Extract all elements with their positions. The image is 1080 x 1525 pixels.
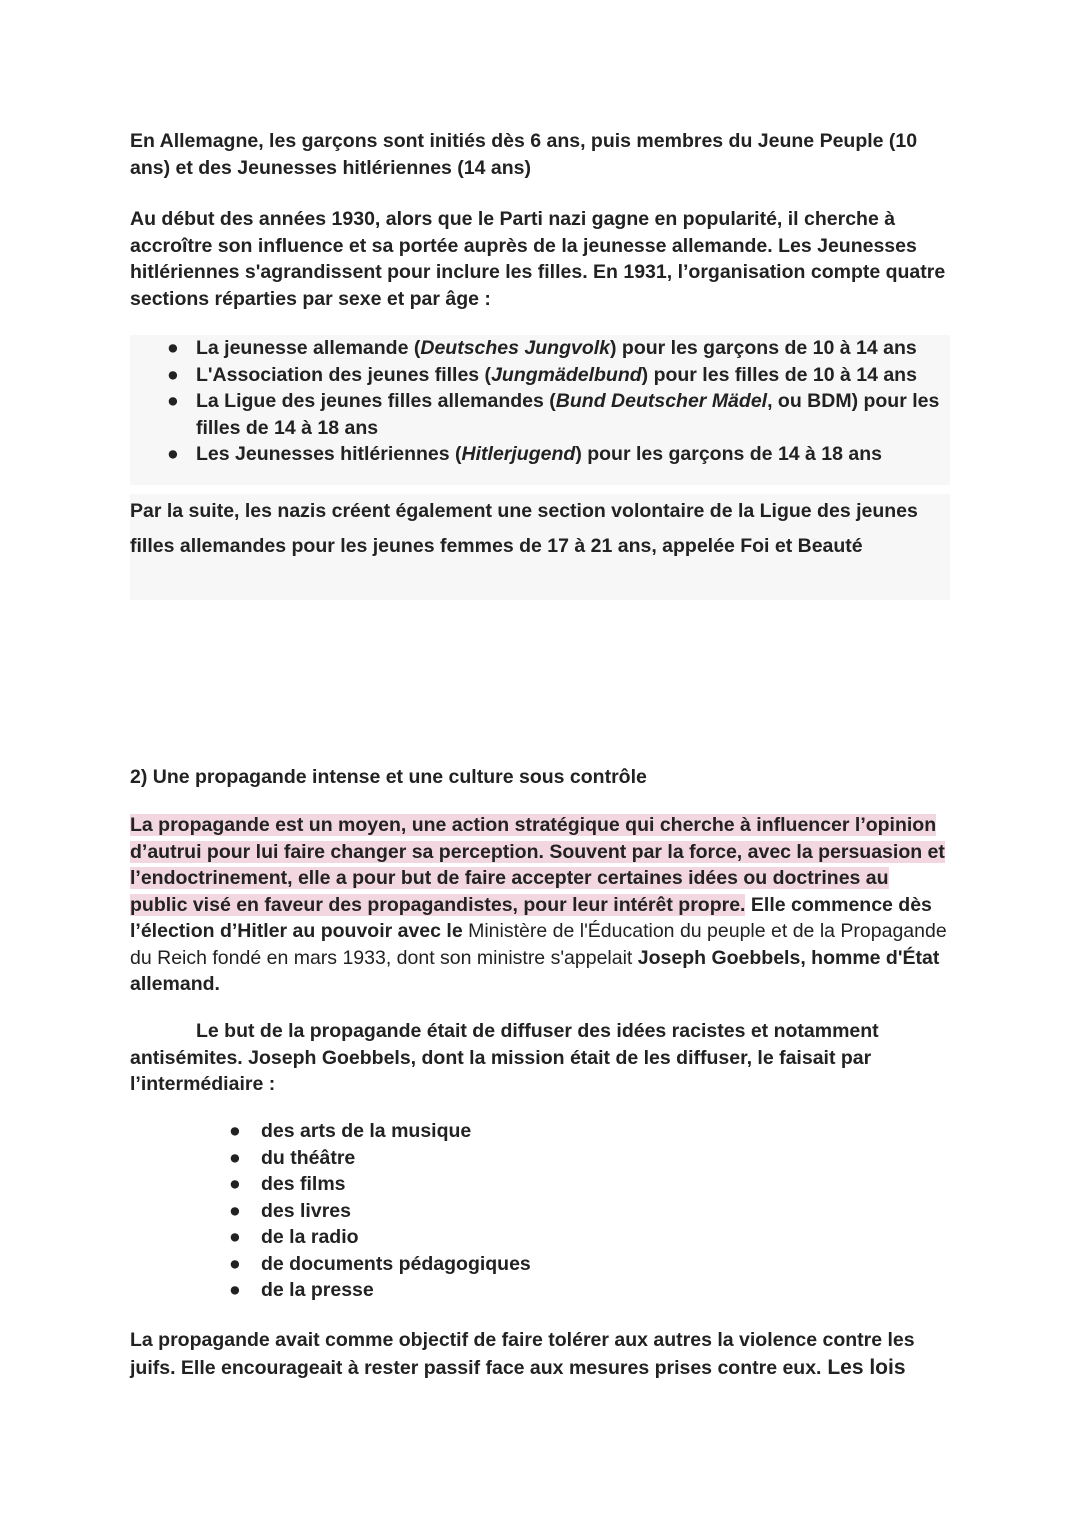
bullet-icon: ● [229,1199,241,1222]
bullet-icon: ● [229,1279,241,1301]
intro-paragraph: En Allemagne, les garçons sont initiés dès 6 ans, puis membres du Jeune Peuple (10 ans) et des Jeunesses hitlériennes (14 ans) [130,130,918,179]
bullet-icon: ● [229,1173,241,1195]
list-item: ● des arts de la musique [130,1118,950,1145]
foi-et-beaute-box [130,494,950,600]
section-heading: 2) Une propagande intense et une culture sous contrôle [130,766,647,788]
list-item: ● La Ligue des jeunes filles allemandes (Bund Deutscher Mädel, ou BDM) pour les filles de 14 à 18 ans [167,390,940,439]
bullet-icon: ● [229,1120,241,1142]
sections-list-box [130,335,950,485]
bullet-icon: ● [229,1252,241,1275]
bullet-icon: ● [167,363,179,386]
bullet-icon: ● [167,390,179,412]
bullet-icon: ● [229,1226,241,1248]
list-item: ● de la radio [130,1224,950,1251]
list-item: ● des livres [130,1198,950,1225]
list-item: ● L'Association des jeunes filles (Jungmädelbund) pour les filles de 10 à 14 ans [130,362,950,389]
objective-paragraph: La propagande avait comme objectif de faire tolérer aux autres la violence contre les juifs. Elle encourageait à rester passif face aux mesures prises contre eux. Les lois [130,1329,915,1379]
goal-paragraph: Le but de la propagande était de diffuser des idées racistes et notamment antisémites. Joseph Goebbels, dont la mission était de les diffuser, le faisait par l’intermédiaire : [130,1020,879,1095]
bullet-icon: ● [167,443,179,465]
foi-et-beaute-paragraph: Par la suite, les nazis créent également une section volontaire de la Ligue des jeunes filles allemandes pour les jeunes femmes de 17 à 21 ans, appelée Foi et Beauté [130,500,918,557]
sections-list [130,335,950,468]
list-item: ● La jeunesse allemande (Deutsches Jungvolk) pour les garçons de 10 à 14 ans [130,335,950,362]
list-item: ● de la presse [130,1277,950,1304]
bullet-icon: ● [167,337,179,359]
bullet-icon: ● [229,1146,241,1169]
highlighted-definition: La propagande est un moyen, une action stratégique qui cherche à influencer l’opinion d’autrui pour lui faire changer sa perception. Souvent par la force, avec la persuasion et l’endoctrinement, elle a pour but de faire accepter certaines idées ou doctrines au public visé en faveur des propagandistes, pour leur intérêt propre. [130,814,945,916]
means-list [130,1118,950,1304]
list-item: ● Les Jeunesses hitlériennes (Hitlerjugend) pour les garçons de 14 à 18 ans [130,441,950,468]
list-item: ● de documents pédagogiques [130,1251,950,1278]
propaganda-paragraph: La propagande est un moyen, une action stratégique qui cherche à influencer l’opinion d’autrui pour lui faire changer sa perception. Souvent par la force, avec la persuasion et l’endoctrinement, elle a pour but de faire accepter certaines idées ou doctrines au public visé en faveur des propagandistes, pour leur intérêt propre. Elle commence dès l’élection d’Hitler au pouvoir avec le Ministère de l'Éducation du peuple et de la Propagande du Reich fondé en mars 1933, dont son ministre s'appelait Joseph Goebbels, homme d'État allemand. [130,814,947,995]
context-paragraph: Au début des années 1930, alors que le Parti nazi gagne en popularité, il cherche à accroître son influence et sa portée auprès de la jeunesse allemande. Les Jeunesses hitlériennes s'agrandissent pour inclure les filles. En 1931, l’organisation compte quatre sections réparties par sexe et par âge : [130,208,946,310]
list-item: ● du théâtre [130,1145,950,1172]
list-item: ● des films [130,1171,950,1198]
